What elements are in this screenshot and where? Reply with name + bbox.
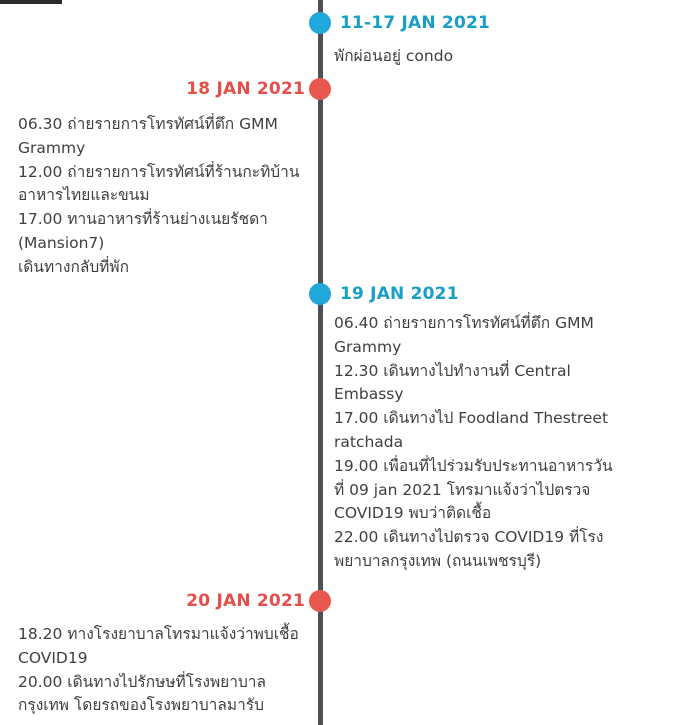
event-3-date: 19 JAN 2021 (340, 284, 459, 304)
event-3-line-2: Grammy (334, 337, 402, 356)
timeline-line (318, 0, 323, 725)
event-3-line-6: ratchada (334, 432, 404, 451)
event-3-line-8: ที่ 09 jan 2021 โทรมาแจ้งว่าไปตรวจ (334, 480, 591, 499)
event-2-line-3: 12.00 ถ่ายรายการโทรทัศน์ที่ร้านกะทิบ้าน (18, 162, 300, 181)
timeline-dot-1 (309, 12, 331, 34)
event-3-entries (334, 312, 664, 574)
event-3-line-5: 17.00 เดินทางไป Foodland Thestreet (334, 409, 609, 428)
event-3-line-3: 12.30 เดินทางไปทำงานที่ Central (334, 361, 571, 380)
top-edge-bar (0, 0, 62, 4)
event-2-line-4: อาหารไทยและขนม (18, 186, 150, 205)
event-2-line-5: 17.00 ทานอาหารที่ร้านย่างเนยรัชดา (18, 210, 268, 229)
event-3-line-7: 19.00 เพื่อนที่ไปร่วมรับประทานอาหารวัน (334, 456, 613, 475)
event-1-entries (334, 45, 664, 69)
event-4-entries (18, 623, 310, 718)
timeline-dot-3 (309, 283, 331, 305)
event-3-line-4: Embassy (334, 385, 404, 404)
event-4-date: 20 JAN 2021 (186, 591, 305, 611)
timeline-dot-4 (309, 590, 331, 612)
event-3-line-11: พยาบาลกรุงเทพ (ถนนเพชรบุรี) (334, 551, 542, 570)
event-3-line-9: COVID19 พบว่าติดเชื้อ (334, 504, 492, 523)
event-1-line-1: พักผ่อนอยู่ condo (334, 47, 454, 65)
event-2-line-7: เดินทางกลับที่พัก (18, 257, 129, 276)
event-3-line-1: 06.40 ถ่ายรายการโทรทัศน์ที่ตึก GMM (334, 314, 594, 332)
event-2-line-1: 06.30 ถ่ายรายการโทรทัศน์ที่ตึก GMM (18, 115, 278, 133)
event-4-line-4: กรุงเทพ โดยรถของโรงพยาบาลมารับ (18, 696, 264, 715)
event-1-date: 11-17 JAN 2021 (340, 13, 491, 33)
event-4-line-2: COVID19 (18, 648, 88, 667)
event-3-line-10: 22.00 เดินทางไปตรวจ COVID19 ที่โรง (334, 528, 604, 547)
event-4-line-1: 18.20 ทางโรงยาบาลโทรมาแจ้งว่าพบเชื้อ (18, 625, 299, 643)
event-2-entries (18, 113, 310, 280)
event-2-line-2: Grammy (18, 138, 86, 157)
event-4-line-3: 20.00 เดินทางไปรักษษที่โรงพยาบาล (18, 672, 267, 691)
event-2-date: 18 JAN 2021 (186, 79, 305, 99)
timeline-dot-2 (309, 78, 331, 100)
event-2-line-6: (Mansion7) (18, 233, 105, 252)
